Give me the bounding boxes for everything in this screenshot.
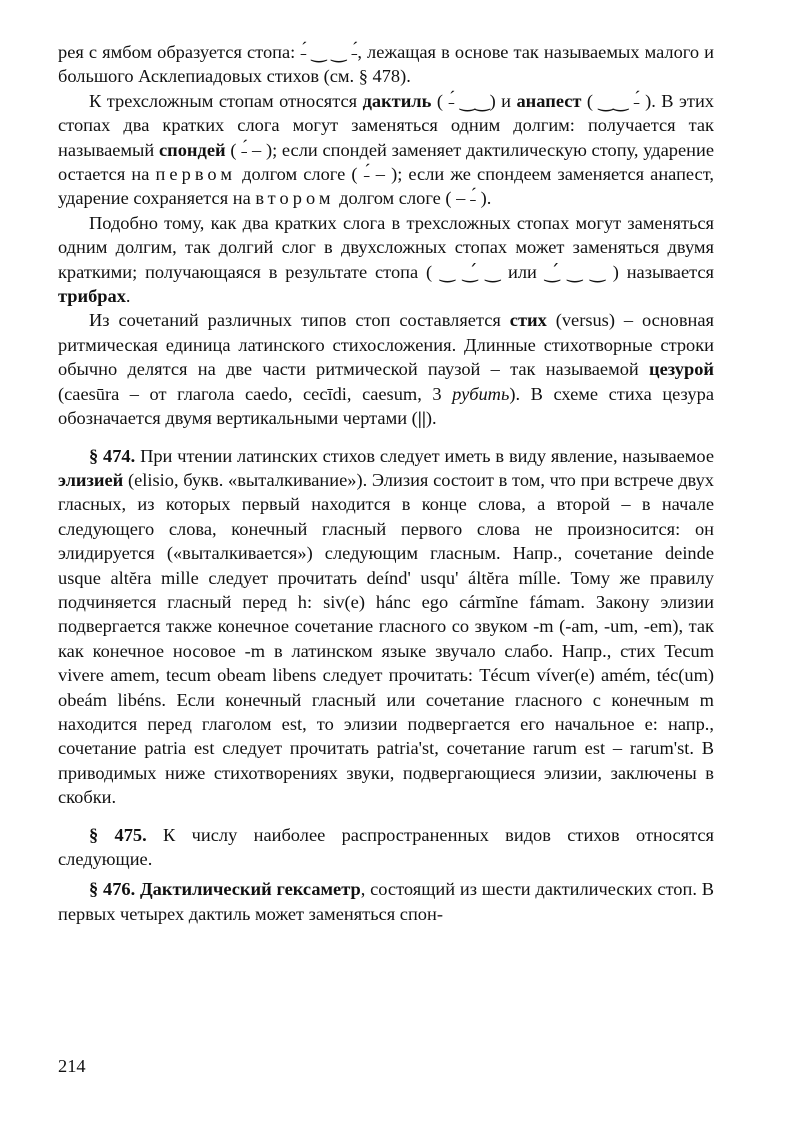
- text: (versus) – основная ритмическая единица латинского стихосложения. Длинные стихотворные строки обычно делятся на две части ритмической паузой – так называемой: [58, 310, 715, 380]
- text: .: [125, 286, 131, 307]
- term-caesura: цезурой: [649, 359, 714, 380]
- text: К трехсложным стопам относятся: [89, 90, 363, 111]
- emphasis-first: первом: [155, 164, 237, 185]
- term-anapest: анапест: [516, 90, 582, 111]
- paragraph-1: [58, 40, 714, 89]
- meter-scheme: ( ‿ ‿́ ‿: [426, 261, 501, 282]
- term-tribrach: трибрах: [58, 286, 126, 307]
- term-dactyl: дактиль: [362, 90, 432, 111]
- term-verse: стих: [509, 310, 547, 331]
- term-spondee: спондей: [158, 139, 226, 160]
- section-474: [58, 444, 714, 810]
- caesura-symbol: ||: [417, 408, 426, 429]
- text: Подобно тому, как два кратких слога в трехсложных стопах могут заменяться одним долгим, так долгий слог в двухсложных стопах может заменяться двумя краткими; получающаяся в результате стопа: [58, 212, 714, 282]
- text: ; если же спондеем заменяется анапест, ударение сохраняется на: [58, 164, 714, 209]
- text: или: [500, 261, 545, 282]
- text: (elisio, букв. «выталкивание»). Элизия состоит в том, что при встрече двух гласных, из которых первый находится в конце слова, а второй – в начале следующего слова, конечный гласный первого слова не произносится: он элидируется («выталкивается») следующим гласным. Напр., сочетание deinde usque altĕra mille следует прочитать deínd' usqu' áltĕra míllе. Тому же правилу подчиняется гласный перед h: siv(e) hánc ego cármĭne fámam. Закону элизии подвергается также конечное сочетание гласного со звуком -m (-am, -um, -em), так как конечное носовое -m в латинском языке звучало слабо. Напр., стих Tecum vivere amem, tecum obeam libens следует прочитать: Técum víver(e) amém, téc(um) obeám libéns. Если конечный гласный или сочетание гласного с конечным m находится перед глаголом est, то элизии подвергается его начальное е: напр., сочетание patria est следует прочитать patria'st, сочетание rarum est – rarum'st. В приводимых ниже стихотворениях звуки, подвергающиеся элизии, заключены в скобки.: [58, 469, 715, 808]
- paragraph-4: [58, 308, 714, 430]
- text: , состоящий из шести дактилических стоп. В первых четырех дактиль может заменяться спон-: [58, 879, 715, 924]
- page-body: [58, 40, 714, 926]
- term-elision: элизией: [58, 469, 124, 490]
- meter-scheme: ( – ˗́ ).: [445, 188, 492, 209]
- text: ; если спондей заменяет дактилическую стопу, ударение остается на: [58, 139, 714, 185]
- section-476: [58, 877, 714, 926]
- section-475: [58, 823, 714, 872]
- text: и: [495, 90, 517, 111]
- meter-scheme: ( ‿‿ ˗́ ): [586, 90, 652, 111]
- italic-gloss: рубить: [452, 383, 510, 404]
- text: , лежащая в основе так называемых малого и большого Асклепиадовых стихов (см. § 478).: [58, 42, 714, 87]
- text: ).: [425, 408, 437, 429]
- section-number: § 474.: [89, 445, 136, 466]
- term-hexameter: Дактилический гексаметр: [135, 879, 361, 900]
- text: долгом слоге: [334, 188, 446, 209]
- emphasis-second: втором: [255, 188, 335, 209]
- text: ). В схеме стиха цезура обозначается двумя вертикальными чертами (: [58, 383, 714, 429]
- text: (caesūra – от глагола caedo, cecīdi, caesum, 3: [58, 383, 453, 404]
- text: К числу наиболее распространенных видов стихов относятся следующие.: [58, 824, 714, 869]
- section-number: § 476.: [89, 879, 136, 900]
- section-number: § 475.: [89, 824, 147, 845]
- meter-scheme: ‿́ ‿ ‿ ): [544, 261, 619, 282]
- meter-scheme: ˗́ ‿ ‿ ˗́: [300, 42, 358, 62]
- page-number: 214: [58, 1056, 86, 1076]
- meter-scheme: ( ˗́ – ): [351, 164, 398, 185]
- text: Из сочетаний различных типов стоп составляется: [89, 310, 510, 331]
- text: . В этих стопах два кратких слога могут заменяться одним долгим: получается так называемый: [58, 90, 714, 160]
- text: рея с ямбом образуется стопа:: [58, 42, 301, 62]
- text: При чтении латинских стихов следует иметь в виду явление, называемое: [135, 445, 715, 466]
- text: долгом слоге: [236, 164, 352, 185]
- paragraph-2: [58, 89, 714, 211]
- meter-scheme: ( ˗́ ‿‿): [436, 90, 496, 111]
- paragraph-3: [58, 211, 714, 309]
- meter-scheme: ( ˗́ – ): [230, 139, 273, 160]
- text: называется: [618, 261, 714, 282]
